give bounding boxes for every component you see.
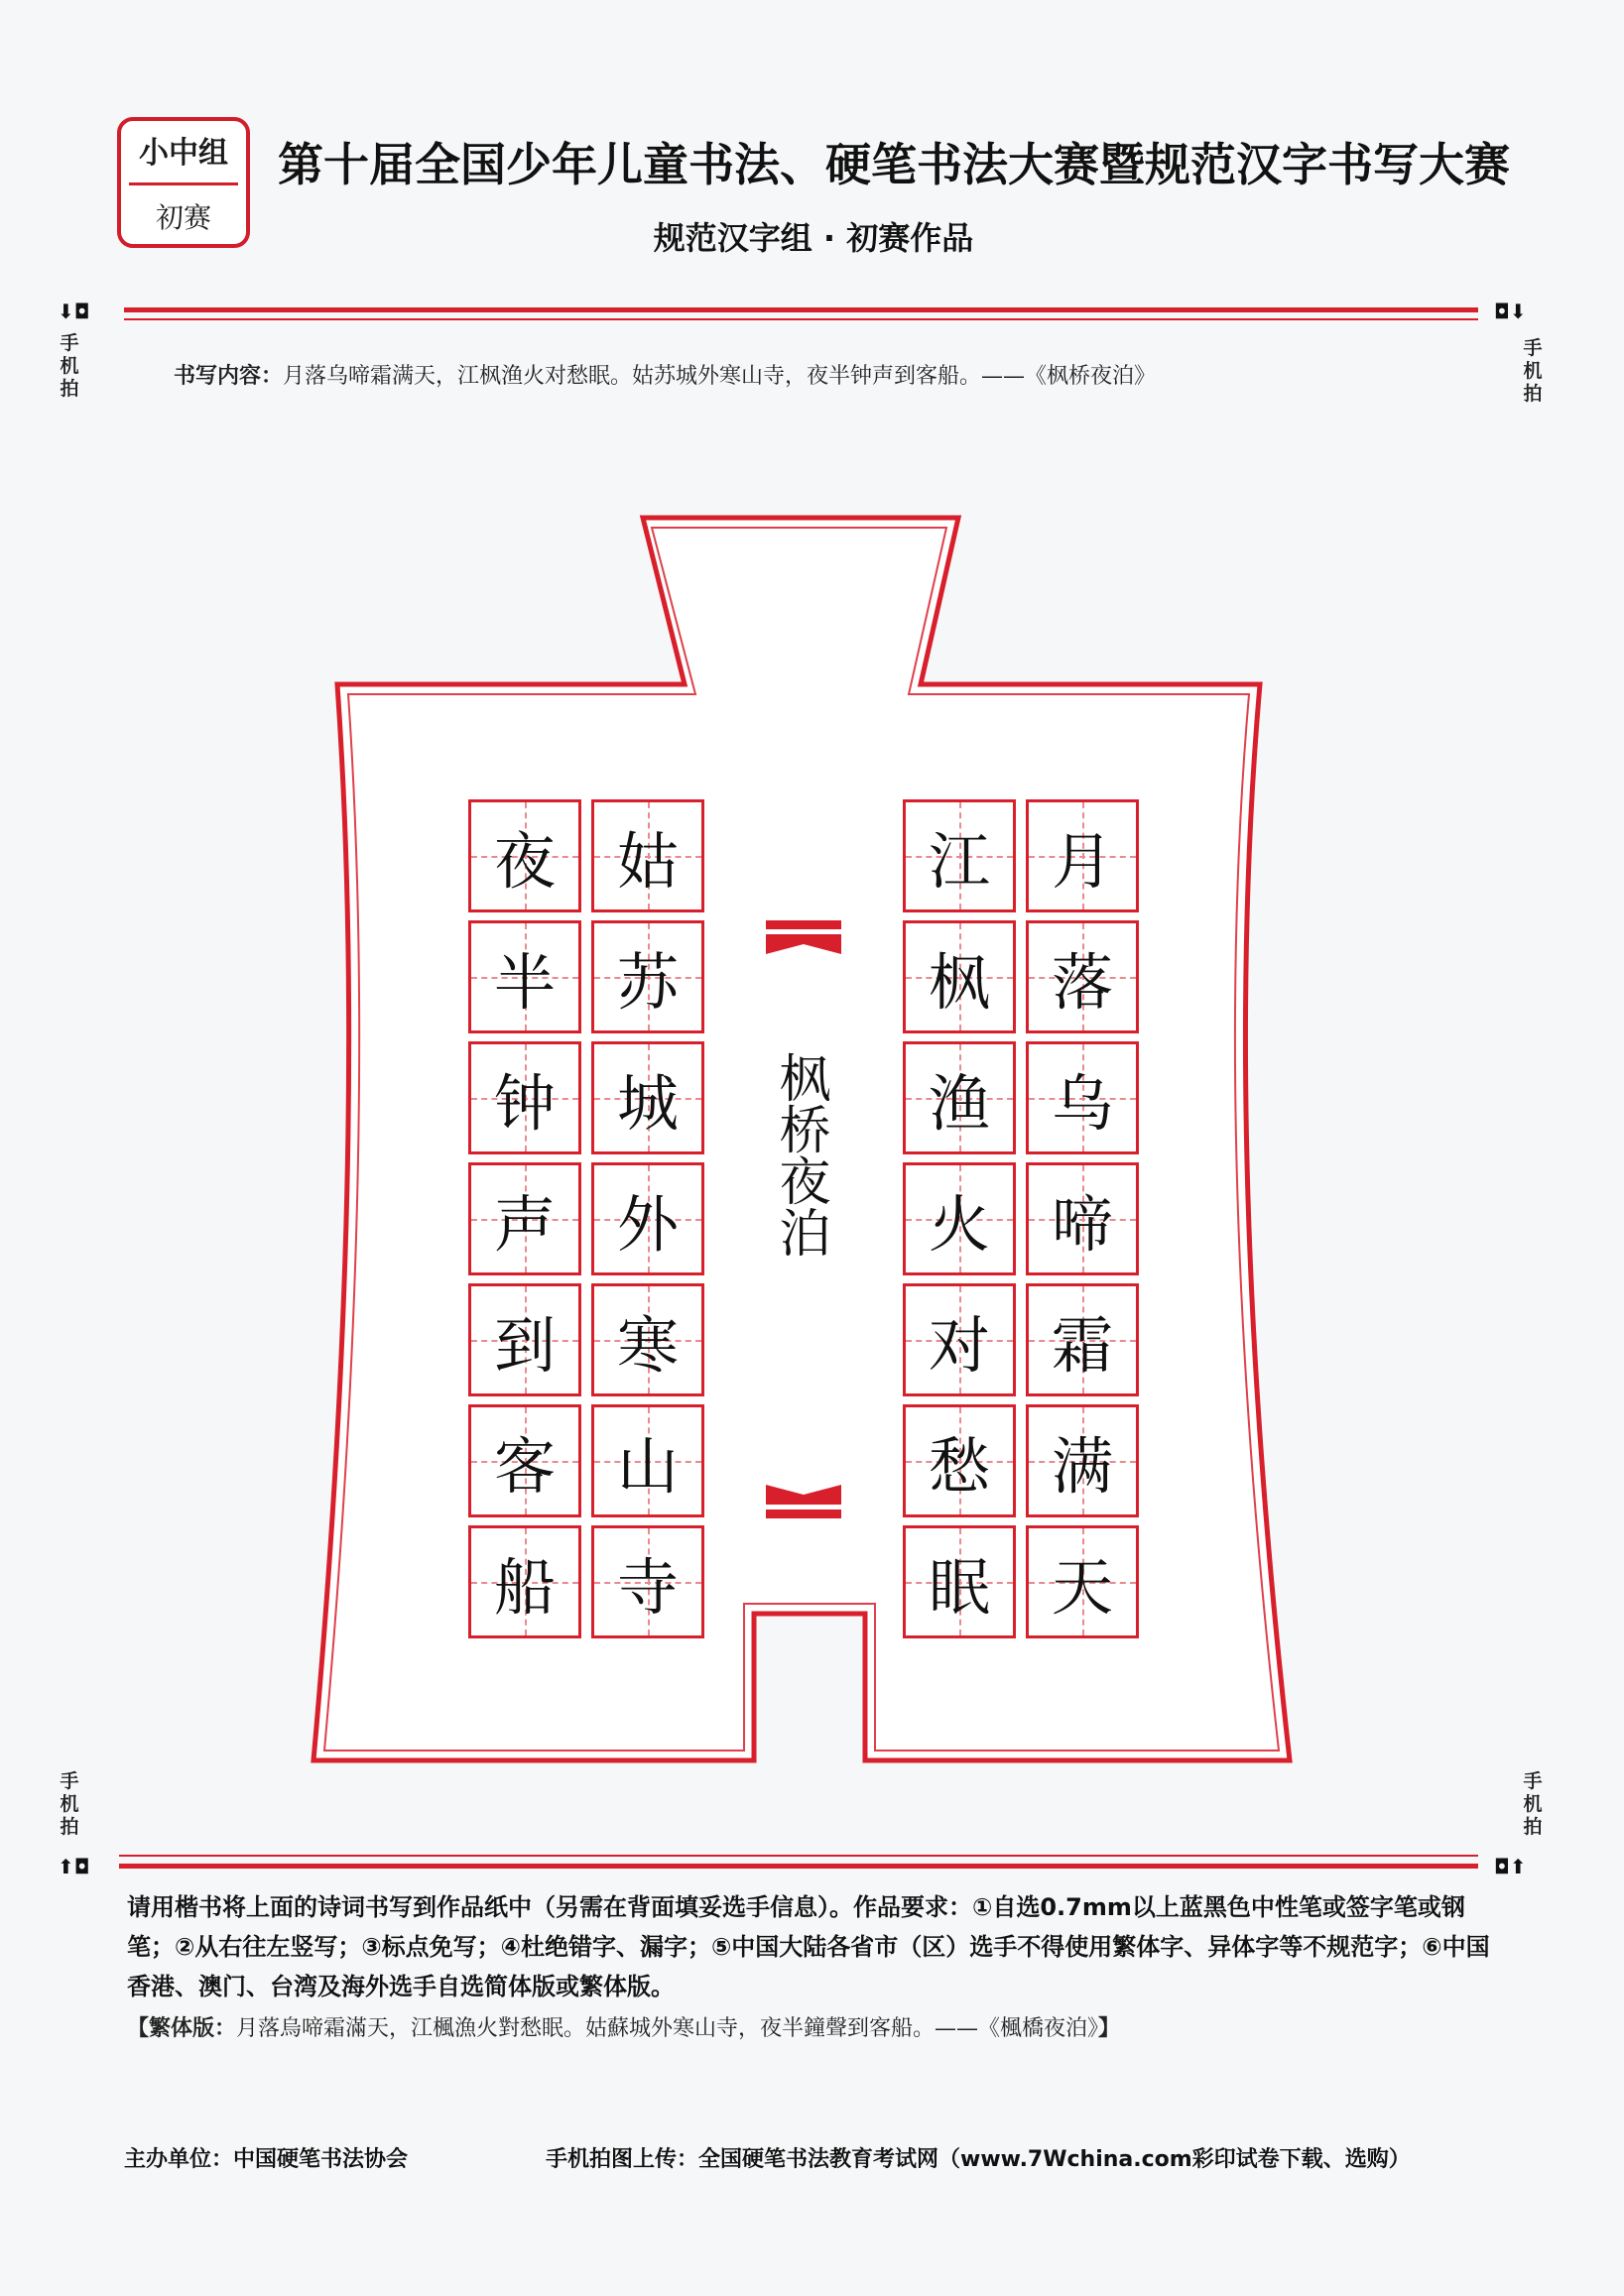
- grid-cell: [903, 1283, 1016, 1396]
- camera-icon: ⬆◘: [58, 1855, 90, 1878]
- grid-cell: [468, 799, 581, 912]
- page-subtitle: 规范汉字组 · 初赛作品: [653, 219, 974, 257]
- writing-content-text: 月落乌啼霜满天，江枫渔火对愁眠。姑苏城外寒山寺，夜半钟声到客船。——《枫桥夜泊》: [283, 364, 1157, 389]
- grid-character: 愁: [928, 1429, 990, 1503]
- grid-cell: [1026, 1525, 1139, 1638]
- grid-character: 啼: [1051, 1187, 1113, 1261]
- grid-cell: [591, 920, 704, 1033]
- traditional-text: 月落烏啼霜滿天，江楓漁火對愁眠。姑蘇城外寒山寺，夜半鐘聲到客船。——《楓橋夜泊》: [236, 2016, 1099, 2041]
- grid-character: 寒: [616, 1308, 679, 1382]
- grid-character: 天: [1051, 1550, 1113, 1624]
- grid-cell: [591, 1041, 704, 1154]
- grid-character: 夜: [493, 824, 556, 898]
- grid-cell: [591, 799, 704, 912]
- grid-cell: [468, 1162, 581, 1275]
- bottom-red-rule-thin: [119, 1855, 1478, 1857]
- grid-character: 对: [928, 1308, 990, 1382]
- grid-character: 枫: [928, 945, 990, 1019]
- grid-cell: [903, 1041, 1016, 1154]
- poem-title-vertical: 枫桥夜泊: [770, 1051, 829, 1258]
- grid-cell: [1026, 1041, 1139, 1154]
- grid-cell: [591, 1404, 704, 1517]
- grid-character: 满: [1051, 1429, 1113, 1503]
- grid-character: 到: [493, 1308, 556, 1382]
- traditional-label: 繁体版：: [149, 2016, 237, 2041]
- grid-character: 渔: [928, 1066, 990, 1140]
- grid-character: 城: [616, 1066, 679, 1140]
- grid-character: 外: [616, 1187, 679, 1261]
- grid-character: 姑: [616, 824, 679, 898]
- grid-character: 落: [1051, 945, 1113, 1019]
- grid-cell: [468, 1041, 581, 1154]
- footer-organizer: 主办单位：中国硬笔书法协会: [124, 2147, 409, 2172]
- bottom-red-rule: [119, 1864, 1478, 1869]
- grid-cell: [903, 799, 1016, 912]
- camera-icon: ◘⬆: [1494, 1855, 1527, 1878]
- grid-character: 眠: [928, 1550, 990, 1624]
- grid-cell: [468, 1283, 581, 1396]
- phone-photo-label-left-bottom: 手机拍: [60, 1770, 79, 1838]
- grid-cell: [903, 1404, 1016, 1517]
- grid-character: 霜: [1051, 1308, 1113, 1382]
- traditional-bracket-close: 】: [1098, 2016, 1121, 2041]
- grid-character: 寺: [616, 1550, 679, 1624]
- grid-character: 客: [493, 1429, 556, 1503]
- grid-cell: [1026, 1283, 1139, 1396]
- badge-group-label: 小中组: [139, 136, 228, 171]
- phone-photo-label-left: 手机拍: [60, 332, 79, 400]
- grid-character: 半: [493, 945, 556, 1019]
- grid-cell: [903, 1525, 1016, 1638]
- grid-cell: [468, 1525, 581, 1638]
- grid-cell: [1026, 920, 1139, 1033]
- instructions-text: 请用楷书将上面的诗词书写到作品纸中（另需在背面填妥选手信息）。作品要求：①自选0.7mm以上蓝黑色中性笔或签字笔或钢笔；②从右往左竖写；③标点免写；④杜绝错字、漏字；⑤中国大陆各省市（区）选手不得使用繁体字、异体字等不规范字；⑥中国香港、澳门、台湾及海外选手自选简体版或繁体版。: [127, 1893, 1490, 2000]
- page-title: 第十届全国少年儿童书法、硬笔书法大赛暨规范汉字书写大赛: [278, 138, 1510, 191]
- grid-cell: [903, 920, 1016, 1033]
- footer-upload-info: 手机拍图上传：全国硬笔书法教育考试网（www.7Wchina.com彩印试卷下载、选购）: [546, 2147, 1411, 2172]
- grid-cell: [591, 1283, 704, 1396]
- grid-character: 钟: [493, 1066, 556, 1140]
- grid-character: 山: [616, 1429, 679, 1503]
- badge-stage-label: 初赛: [155, 201, 211, 234]
- grid-cell: [1026, 1404, 1139, 1517]
- camera-icon: ⬇◘: [58, 300, 90, 323]
- grid-character: 乌: [1051, 1066, 1113, 1140]
- grid-cell: [468, 1404, 581, 1517]
- grid-cell: [591, 1162, 704, 1275]
- traditional-version: [127, 2011, 1496, 2042]
- grid-character: 船: [493, 1550, 556, 1624]
- phone-photo-label-right: 手机拍: [1523, 337, 1543, 405]
- grid-character: 火: [928, 1187, 990, 1261]
- grid-cell: [468, 920, 581, 1033]
- grid-character: 月: [1051, 824, 1113, 898]
- grid-cell: [591, 1525, 704, 1638]
- camera-icon: ◘⬇: [1494, 300, 1527, 323]
- grid-cell: [1026, 799, 1139, 912]
- grid-character: 声: [493, 1187, 556, 1261]
- grid-cell: [903, 1162, 1016, 1275]
- grid-character: 江: [928, 824, 990, 898]
- traditional-bracket-open: 【: [127, 2016, 150, 2041]
- phone-photo-label-right-bottom: 手机拍: [1523, 1770, 1543, 1838]
- grid-character: 苏: [616, 945, 679, 1019]
- grid-cell: [1026, 1162, 1139, 1275]
- writing-content-label: 书写内容：: [174, 364, 284, 389]
